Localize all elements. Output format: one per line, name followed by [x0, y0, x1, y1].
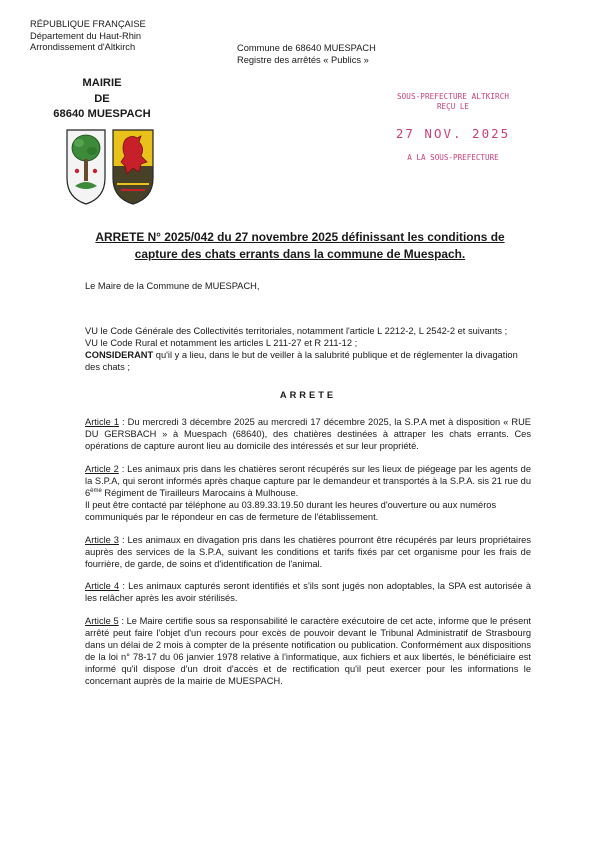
- title-line-2: capture des chats errants dans la commune de Muespach.: [134, 247, 466, 261]
- republique-label: RÉPUBLIQUE FRANÇAISE: [30, 19, 146, 29]
- vu-paragraph-1: VU le Code Générale des Collectivités territoriales, notamment l'article L 2212-2, L 2542-2 et suivants ;: [85, 325, 508, 336]
- article-4: [85, 581, 531, 605]
- document-body: [85, 281, 531, 688]
- mairie-line: 68640 MUESPACH: [53, 108, 151, 121]
- arrondissement-label: Arrondissement d'Altkirch: [30, 42, 136, 53]
- registre-label: Registre des arrêtés « Publics »: [237, 54, 369, 65]
- article-label: Article 5: [85, 616, 119, 627]
- intro-line: Le Maire de la Commune de MUESPACH,: [85, 281, 260, 291]
- stamp-line-1: SOUS-PREFECTURE ALTKIRCH: [396, 92, 510, 101]
- article-text: : Le Maire certifie sous sa responsabilité le caractère exécutoire de cet acte, informe que le présent arrêté peut faire l'objet d'un recours pour excès de pouvoir devant le Tribunal Administratif de Strasbourg dans un délai de 2 mois à compter de la présente notification ou publication. Conformément aux dispositions de la loi n° 78-17 du 06 janvier 1978 relative à l'informatique, aux fichiers et aux libertés, le bénéficiaire est informé qu'il dispose d'un droit d'accès et de rectification qu'il peut exercer pour les informations le concernant auprès de la mairie de MUESPACH.: [85, 616, 531, 686]
- article-label: Article 4: [85, 581, 120, 592]
- ordinal-superscript: ème: [90, 487, 102, 494]
- stamp-line-4: A LA SOUS-PREFECTURE: [407, 153, 499, 162]
- article-2: [85, 464, 531, 500]
- commune-header: [237, 43, 376, 66]
- article-5: [85, 616, 531, 687]
- arrete-heading: ARRETE: [279, 389, 337, 400]
- article-text: : Les animaux en divagation pris dans les chatières pourront être récupérés par leurs propriétaires auprès des services de la S.P.A, suivant les conditions et tarifs fixés par cet organisme pour les frais de fourrière, de garde, de soins et d'identification de l'animal.: [85, 534, 531, 569]
- commune-label: Commune de 68640 MUESPACH: [237, 43, 376, 53]
- article-3: [85, 535, 531, 571]
- article-label: Article 2: [85, 464, 119, 475]
- article-1: [85, 417, 531, 453]
- stamp-line-2: REÇU LE: [436, 102, 469, 111]
- vu-paragraph-2: VU le Code Rural et notamment les articles L 211-27 et R 211-12 ;: [85, 337, 358, 348]
- document-title: [70, 229, 530, 263]
- header-left: [30, 19, 146, 54]
- article-2-contact: Il peut être contacté par téléphone au 03.89.33.19.50 durant les heures d'ouverture ou aux numéros communiqués par le répondeur en cas de fermeture de l'établissement.: [85, 499, 497, 522]
- stamp-date: 27 NOV. 2025: [395, 126, 511, 141]
- article-label: Article 1: [85, 417, 120, 428]
- considerant-paragraph: [85, 350, 531, 374]
- title-line-1: ARRETE N° 2025/042 du 27 novembre 2025 définissant les conditions de: [95, 230, 505, 244]
- departement-label: Département du Haut-Rhin: [30, 30, 142, 41]
- mairie-block: [46, 76, 158, 123]
- article-text: : Du mercredi 3 décembre 2025 au mercredi 17 décembre 2025, la S.P.A met à disposition « RUE DU GERSBACH » à Muespach (68640), des chatières destinées à attraper les chats errants. Ces opérations de capture auront lieu au domicile des intéressés et sur leur propriété.: [85, 417, 531, 452]
- article-text: : Les animaux pris dans les chatières seront récupérés sur les lieux de piégeage par les agents de la S.P.A, qui seront informés après chaque capture par le demandeur et transportés à la S.P.A. sis 21 rue du 6: [85, 464, 531, 498]
- mairie-line: MAIRIE: [82, 77, 122, 89]
- considerant-text: qu'il y a lieu, dans le but de veiller à la salubrité publique et de réglementer la divagation des chats ;: [85, 349, 518, 372]
- coat-of-arms-icon: [65, 126, 157, 208]
- article-label: Article 3: [85, 534, 119, 545]
- mairie-line: DE: [94, 92, 110, 105]
- article-text: Régiment de Tirailleurs Marocains à Mulhouse.: [101, 487, 299, 498]
- considerant-label: CONSIDERANT: [85, 349, 154, 360]
- article-text: : Les animaux capturés seront identifiés et s'ils sont jugés non adoptables, la SPA est autorisée à les relâcher après les avoir stérilisés.: [85, 581, 531, 604]
- reception-stamp: [383, 92, 523, 162]
